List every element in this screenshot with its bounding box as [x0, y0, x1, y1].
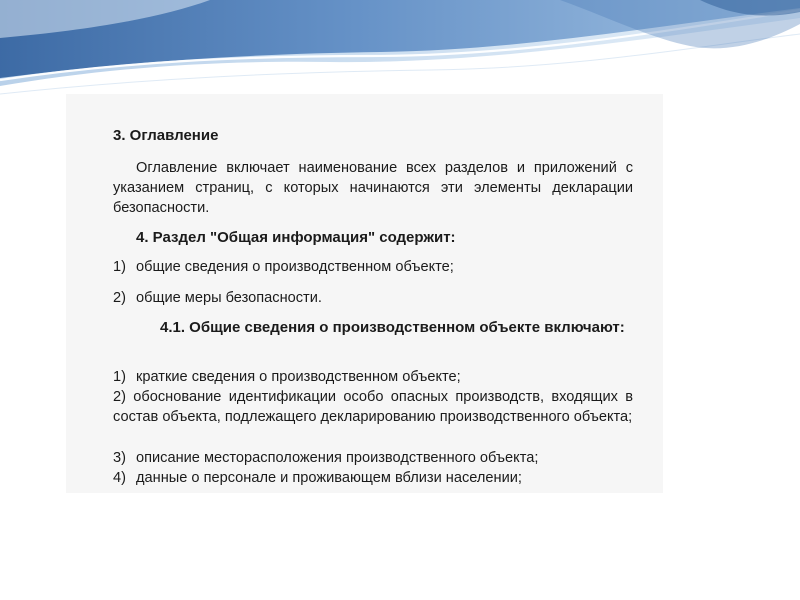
section4-list-item: [113, 257, 633, 277]
list-text: данные о персонале и проживающем вблизи населении;: [136, 470, 522, 486]
list-number: 4): [113, 470, 126, 486]
list-text: описание месторасположения производственного объекта;: [136, 450, 539, 466]
section3-paragraph: Оглавление включает наименование всех разделов и приложений с указанием страниц, с которых начинаются эти элементы декларации безопасности.: [113, 160, 633, 216]
subsection41-list-item: [113, 367, 633, 387]
section3-heading: 3. Оглавление: [113, 127, 219, 144]
section4-heading: 4. Раздел "Общая информация" содержит:: [136, 229, 456, 246]
list-number: 1): [113, 369, 126, 385]
document-page: [66, 94, 663, 493]
subsection41-list-item: [113, 387, 633, 427]
list-number: 2): [113, 389, 126, 405]
list-number: 1): [113, 259, 126, 275]
list-number: 3): [113, 450, 126, 466]
subsection41-heading: 4.1. Общие сведения о производственном объекте включают:: [160, 319, 625, 336]
subsection41-list-item: [113, 468, 633, 488]
subsection41-list-item: [113, 448, 633, 468]
list-number: 2): [113, 290, 126, 306]
list-text: общие сведения о производственном объекте;: [136, 259, 454, 275]
list-text: обоснование идентификации особо опасных производств, входящих в состав объекта, подлежащего декларированию производственного объекта;: [113, 389, 633, 425]
list-text: общие меры безопасности.: [136, 290, 322, 306]
section4-list-item: [113, 288, 633, 308]
list-text: краткие сведения о производственном объекте;: [136, 369, 461, 385]
